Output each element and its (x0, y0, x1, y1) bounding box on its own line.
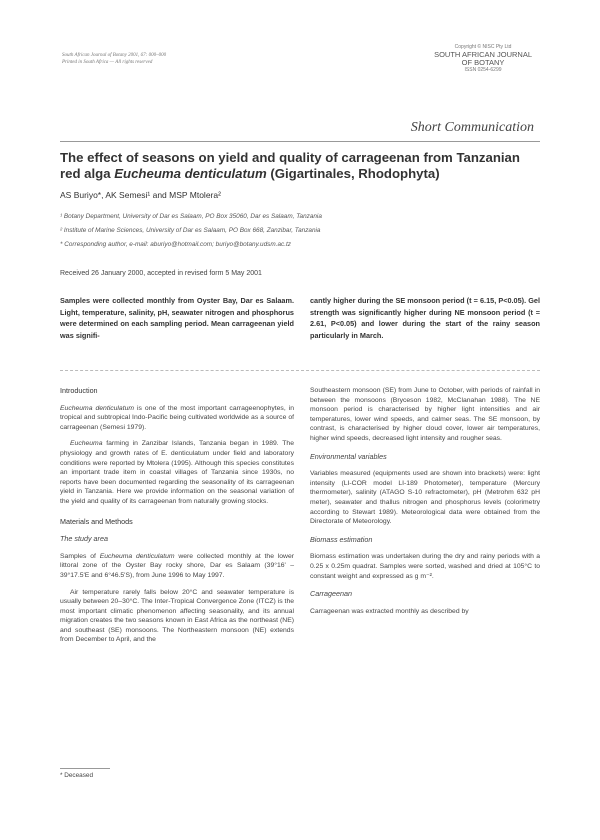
journal-name-line-1: SOUTH AFRICAN JOURNAL (434, 50, 532, 59)
section-label: Short Communication (410, 120, 534, 135)
study-area-heading: The study area (60, 534, 108, 544)
study-p1-a: Samples of (60, 552, 100, 560)
env-variables-paragraph: Variables measured (equipments used are shown into brackets) were: light intensity (LI-COR model LI-189 Photometer), temperature (Mercury thermometer), salinity (ATAGO S-10 refractometer), pH (Metrohm 632 pH meter), seawater and thallus nitrogen and phosphorus levels (colorimetry according to Stewart 1989). Meteorological data were obtained from the Directorate of Meteorology. (310, 470, 540, 526)
article-title (60, 150, 540, 182)
journal-citation (62, 52, 166, 66)
corresponding-author: * Corresponding author, e-mail: aburiyo@hotmail.com; buriyo@botany.udsm.ac.tz (60, 241, 291, 248)
citation-line-1: South African Journal of Botany 2001, 67: 000–000 (62, 53, 167, 58)
footnote-rule (60, 768, 110, 769)
title-part-2: (Gigartinales, Rhodophyta) (266, 166, 440, 181)
biomass-paragraph: Biomass estimation was undertaken during the dry and rainy periods with a 0.25 x 0.25m quadrat. Samples were sorted, washed and dried at 105°C to constant weight and expressed as g m⁻². (310, 553, 540, 580)
materials-heading: Materials and Methods (60, 516, 133, 526)
journal-name-line-2: OF BOTANY (461, 58, 505, 67)
intro-paragraph-1 (60, 404, 294, 433)
monsoon-paragraph: Southeastern monsoon (SE) from June to October, with periods of rainfall in between the monsoons (Bryceson 1982, McClanahan 1988). The NE monsoon period is characterised by higher light intensities and air temperatures, lower wind speeds, and calmer seas. The SE monsoon, by contrast, is characterised by higher cloud cover, lower air temperatures, higher wind speeds, decreased light intensity and rougher seas. (310, 387, 540, 442)
body-left-column (60, 386, 294, 652)
study-paragraph-1 (60, 552, 294, 581)
affiliation-1: ¹ Botany Department, University of Dar es Salaam, PO Box 35060, Dar es Salaam, Tanzania (60, 213, 322, 220)
abstract-left: Samples were collected monthly from Oyster Bay, Dar es Salaam. Light, temperature, salinity, pH, seawater nitrogen and phosphorus were determined on each sampling period. Mean carrageenan yield was signifi- (60, 296, 294, 340)
title-species: Eucheuma denticulatum (114, 166, 267, 181)
affiliation-2: ² Institute of Marine Sciences, University of Dar es Salaam, PO Box 668, Zanzibar, Tanzania (60, 227, 321, 234)
author-list: AS Buriyo*, AK Semesi¹ and MSP Mtolera² (60, 190, 221, 200)
study-species: Eucheuma denticulatum (99, 552, 175, 560)
abstract-divider (60, 370, 540, 371)
carrageenan-heading: Carrageenan (310, 589, 352, 599)
header-rule (60, 141, 540, 142)
intro-species: Eucheuma denticulatum (60, 404, 135, 412)
intro-paragraph-2 (60, 439, 294, 506)
study-p1-b: were collected monthly at the lower littoral zone of the Oyster Bay rocky shore, Dar es Salaam (39°16' – 39°17.5'E and 6°46.5'S), from June 1996 to May 1997. (60, 552, 295, 579)
abstract-right: cantly higher during the SE monsoon period (t = 6.15, P<0.05). Gel strength was significantly higher during NE monsoon period (t = 2.61, P<0.05) and lower during the start of the rainy season particularly in March. (310, 296, 540, 340)
intro-p2-text: farming in Zanzibar Islands, Tanzania began in 1989. The physiology and growth rates of E. denticulatum under field and laboratory conditions were reported by Mtolera (1995). Although this species constitutes an important trade item in coastal villages of Tanzania since 1930s, no reports have been documented regarding the seasonality of its carrageenan yield in Tanzania. Here we provide information on the seasonal variation of the yield and quality of its carrageenan from naturally growing stocks. (60, 440, 294, 505)
env-variables-heading: Environmental variables (310, 451, 387, 461)
received-date: Received 26 January 2000, accepted in revised form 5 May 2001 (60, 270, 262, 277)
intro-p2-species: Eucheuma (70, 440, 103, 448)
body-right-column (310, 386, 540, 623)
citation-line-2: Printed in South Africa — All rights reserved (62, 60, 153, 65)
study-paragraph-2: Air temperature rarely falls below 20°C and seawater temperature is usually between 20–30°C. The Inter-Tropical Convergence Zone (ITCZ) is the most important climatic phenomenon affecting seasonality, and its annual migration creates the two seasons known in East Africa as the northeast (NE) and southeast (SE) monsoons. The Northeastern monsoon (NE) extends from December to April, and the (60, 588, 294, 644)
footnote: * Deceased (60, 772, 94, 779)
issn-line: ISSN 0254-6299 (464, 67, 502, 73)
introduction-heading: Introduction (60, 386, 98, 395)
intro-p1-text: is one of the most important carrageenophytes, in tropical and subtropical Indo-Pacific being cultivated worldwide as a source of carrageenan (Semesi 1979). (60, 404, 295, 431)
carrageenan-paragraph: Carrageenan was extracted monthly as described by (310, 607, 469, 615)
journal-masthead (434, 44, 532, 74)
copyright-line: Copyright © NISC Pty Ltd (454, 44, 512, 50)
title-part-1: The effect of seasons on yield and quality of carrageenan from Tanzanian red alga (60, 150, 520, 181)
biomass-heading: Biomass estimation (310, 534, 373, 544)
